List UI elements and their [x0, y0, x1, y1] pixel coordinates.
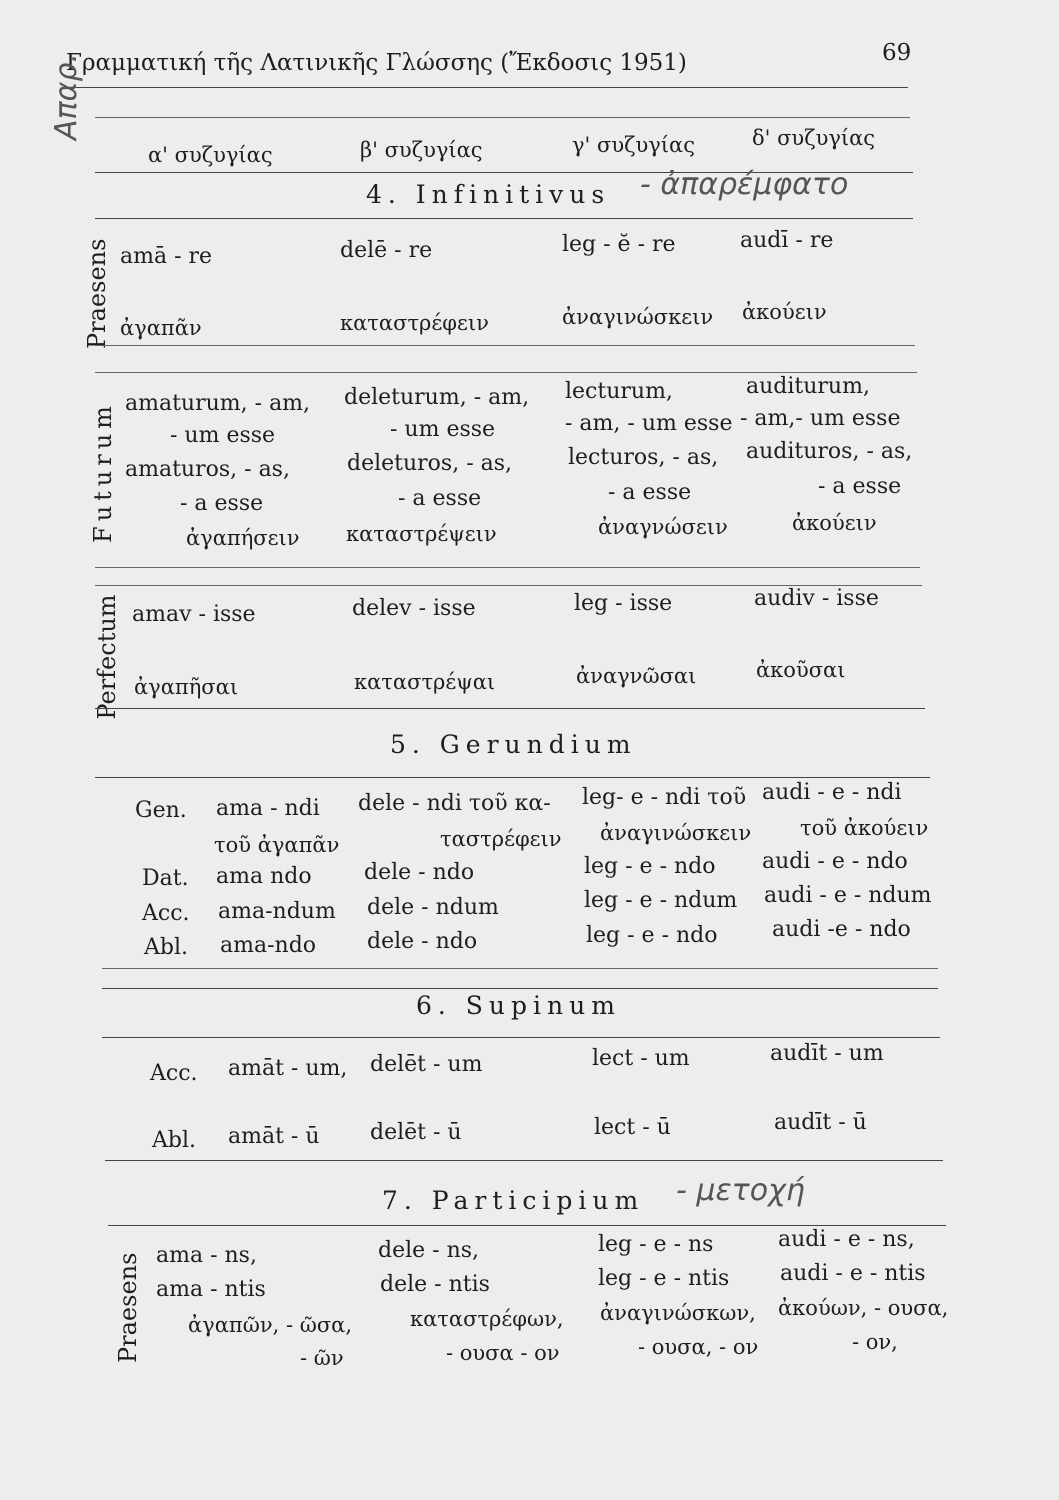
- futurum-form: - um esse: [390, 417, 496, 442]
- futurum-form: deleturum, - am,: [344, 385, 530, 410]
- futurum-label: Futurum: [89, 401, 117, 543]
- rule: [95, 708, 925, 709]
- greek-translation: ἀναγινώσκειν: [600, 821, 752, 845]
- futurum-form: - a esse: [180, 491, 264, 516]
- futurum-form: - a esse: [608, 480, 692, 505]
- rule: [108, 1225, 946, 1226]
- rule: [102, 968, 938, 969]
- futurum-form: - um esse: [170, 423, 276, 448]
- participle-form: ama - ns,: [156, 1243, 257, 1268]
- infinitive-form: leg - ĕ - re: [562, 232, 676, 257]
- section-heading-participium: 7. Participium: [382, 1186, 645, 1215]
- greek-translation: ἀγαπᾶν: [120, 316, 202, 340]
- futurum-form: auditurum,: [746, 374, 870, 399]
- futurum-form: - a esse: [398, 486, 482, 511]
- greek-translation: ἀκούειν: [742, 300, 827, 324]
- perfectum-form: leg - isse: [574, 591, 673, 616]
- gerund-form: audi - e - ndum: [764, 883, 932, 908]
- perfectum-form: amav - isse: [132, 602, 256, 627]
- column-header-2: β' συζυγίας: [360, 138, 483, 162]
- infinitive-form: delē - re: [340, 238, 433, 263]
- rule: [95, 218, 913, 219]
- greek-translation: ἀγαπῆσαι: [134, 675, 239, 699]
- gerund-form: dele - ndum: [367, 895, 499, 920]
- rule: [102, 988, 938, 989]
- column-header-4: δ' συζυγίας: [752, 126, 876, 150]
- perfectum-form: delev - isse: [352, 596, 476, 621]
- gerund-form: leg - e - ndum: [584, 888, 738, 913]
- greek-translation: - ον,: [852, 1330, 898, 1354]
- supine-form: audīt - um: [770, 1041, 884, 1066]
- margin-handwritten-note: Απαρ.: [49, 53, 84, 140]
- greek-translation: καταστρέφων,: [410, 1307, 564, 1331]
- futurum-form: amaturum, - am,: [125, 391, 311, 416]
- case-label: Abl.: [152, 1128, 196, 1153]
- greek-translation: τοῦ ἀκούειν: [800, 816, 929, 840]
- case-label: Acc.: [150, 1061, 198, 1086]
- case-label: Dat.: [142, 866, 189, 891]
- infinitive-form: audī - re: [740, 228, 834, 253]
- participle-form: audi - e - ns,: [778, 1227, 915, 1252]
- greek-translation: ἀναγνώσειν: [598, 515, 728, 539]
- gerund-form: dele - ndi τοῦ κα-: [358, 791, 551, 816]
- perfectum-label: Perfectum: [93, 594, 121, 720]
- greek-translation: ἀναγνῶσαι: [576, 664, 697, 688]
- column-header-1: α' συζυγίας: [148, 143, 273, 167]
- greek-translation: καταστρέψειν: [346, 522, 497, 546]
- case-label: Gen.: [135, 798, 187, 823]
- praesens-label: Praesens: [83, 238, 111, 349]
- running-header: Γραμματική τῆς Λατινικῆς Γλώσσης (Ἔκδοσις 1951): [66, 50, 687, 76]
- greek-translation: ἀκοῦσαι: [756, 658, 846, 682]
- section-heading-infinitivus: 4. Infinitivus: [366, 180, 611, 209]
- gerund-form: dele - ndo: [367, 929, 478, 954]
- greek-translation: ἀκούων, - ουσα,: [778, 1296, 949, 1320]
- participle-form: ama - ntis: [156, 1277, 266, 1302]
- futurum-form: audituros, - as,: [746, 439, 913, 464]
- column-header-3: γ' συζυγίας: [572, 133, 695, 157]
- section-heading-supinum: 6. Supinum: [416, 991, 621, 1020]
- gerund-form: audi -e - ndo: [772, 917, 911, 942]
- gerund-form: ama ndo: [216, 864, 312, 889]
- infinitive-form: amā - re: [120, 244, 213, 269]
- participle-form: audi - e - ntis: [780, 1261, 926, 1286]
- case-label: Abl.: [144, 935, 188, 960]
- greek-translation: καταστρέφειν: [340, 311, 489, 335]
- rule: [95, 117, 910, 118]
- rule: [95, 345, 915, 346]
- rule: [95, 372, 917, 373]
- gerund-form: leg - e - ndo: [586, 923, 718, 948]
- supine-form: delēt - ū: [370, 1120, 462, 1145]
- handwritten-annotation: - ἀπαρέμφατο: [640, 167, 849, 202]
- gerund-form: audi - e - ndi: [762, 780, 902, 805]
- greek-translation: - ῶν: [300, 1346, 344, 1370]
- page-number: 69: [882, 40, 912, 66]
- futurum-form: lecturos, - as,: [568, 445, 719, 470]
- supine-form: lect - um: [592, 1046, 690, 1071]
- supine-form: amāt - um,: [228, 1056, 348, 1081]
- futurum-form: - am,- um esse: [740, 406, 901, 431]
- rule: [95, 777, 930, 778]
- gerund-form: leg- e - ndi τοῦ: [582, 785, 747, 810]
- gerund-form: ama-ndo: [220, 933, 317, 958]
- rule: [105, 1160, 943, 1161]
- gerund-form: ama-ndum: [218, 899, 336, 924]
- futurum-form: amaturos, - as,: [125, 457, 290, 482]
- futurum-form: deleturos, - as,: [347, 451, 513, 476]
- greek-translation: τοῦ ἀγαπᾶν: [214, 833, 340, 857]
- greek-translation: καταστρέψαι: [354, 670, 496, 694]
- greek-translation: ἀναγινώσκειν: [562, 305, 714, 329]
- gerund-form: ama - ndi: [216, 796, 320, 821]
- perfectum-form: audiv - isse: [754, 586, 879, 611]
- header-rule: [72, 87, 908, 88]
- futurum-form: - a esse: [818, 474, 902, 499]
- participle-form: leg - e - ns: [598, 1232, 714, 1257]
- participle-form: dele - ns,: [378, 1238, 480, 1263]
- gerund-form: dele - ndo: [364, 860, 475, 885]
- greek-translation: ἀγαπήσειν: [186, 526, 300, 550]
- rule: [95, 567, 920, 568]
- greek-translation: - ουσα, - ον: [638, 1335, 759, 1359]
- greek-translation: ταστρέφειν: [440, 827, 562, 851]
- greek-translation: ἀγαπῶν, - ῶσα,: [188, 1313, 353, 1337]
- greek-translation: - ουσα - ον: [446, 1341, 560, 1365]
- futurum-form: - am, - um esse: [565, 411, 733, 436]
- supine-form: lect - ū: [594, 1115, 671, 1140]
- gerund-form: leg - e - ndo: [584, 854, 716, 879]
- case-label: Acc.: [142, 901, 190, 926]
- greek-translation: ἀναγινώσκων,: [600, 1301, 756, 1325]
- supine-form: audīt - ū: [774, 1110, 867, 1135]
- praesens-label: Praesens: [114, 1252, 142, 1363]
- rule: [102, 1037, 940, 1038]
- supine-form: delēt - um: [370, 1052, 483, 1077]
- futurum-form: lecturum,: [565, 379, 673, 404]
- greek-translation: ἀκούειν: [792, 511, 877, 535]
- participle-form: dele - ntis: [380, 1272, 490, 1297]
- section-heading-gerundium: 5. Gerundium: [390, 730, 637, 759]
- supine-form: amāt - ū: [228, 1124, 320, 1149]
- gerund-form: audi - e - ndo: [762, 849, 908, 874]
- handwritten-annotation: - μετοχή: [676, 1173, 805, 1208]
- participle-form: leg - e - ntis: [598, 1266, 730, 1291]
